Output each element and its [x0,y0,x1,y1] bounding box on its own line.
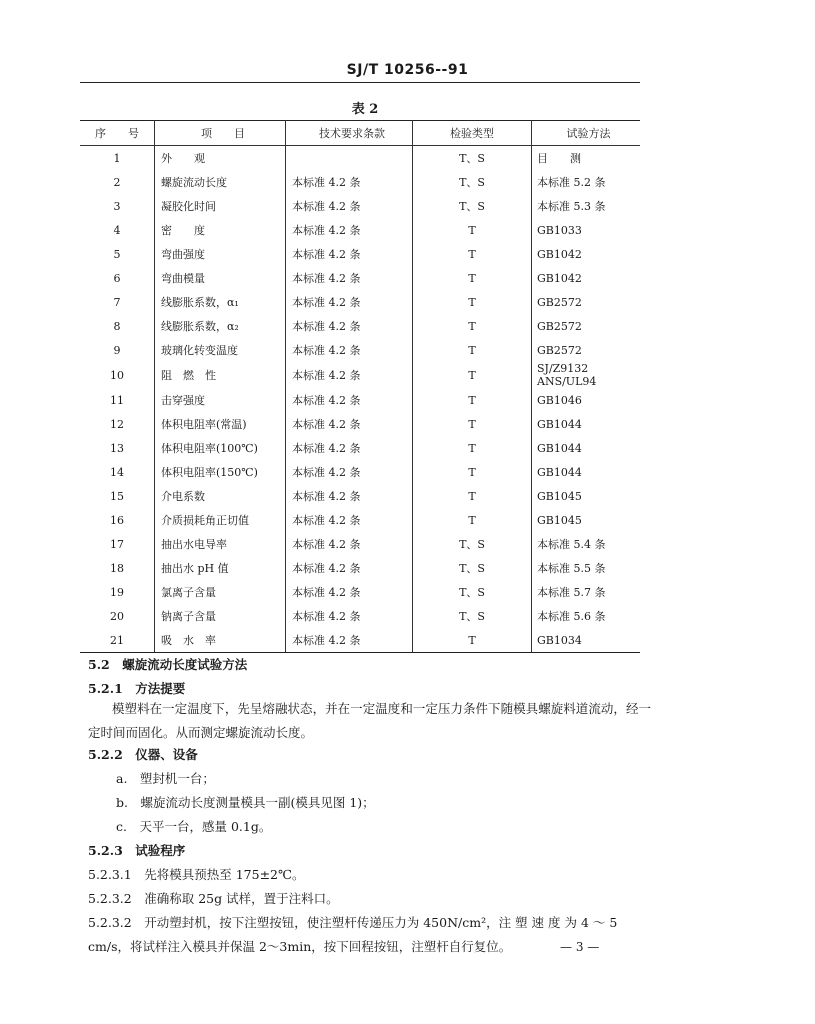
section-5-2-heading: 5.2 螺旋流动长度试验方法 [88,657,248,672]
table-cell-method: 本标准 5.2 条 [537,176,606,189]
table-row [80,314,640,338]
table-cell-type: T、S [413,580,532,604]
table-row [80,242,640,266]
step-5-2-3-2-inject-continued: cm/s，将试样注入模具并保温 2～3min，按下回程按钮，注塑杆自行复位。 [88,939,512,954]
table-cell-type: T [413,266,532,290]
step-5-2-3-2-inject: 5.2.3.2 开动塑封机，按下注塑按钮，使注塑杆传递压力为 450N/cm²，注 塑 速 度 为 4 ～ 5 [88,915,618,930]
table-cell-clause: 本标准 4.2 条 [286,460,413,484]
table-row [80,338,640,362]
header-rule [80,82,640,83]
table-cell-clause: 本标准 4.2 条 [286,580,413,604]
table-cell-clause: 本标准 4.2 条 [286,628,413,653]
table-cell-item: 阻 燃 性 [155,362,286,388]
table-cell-no: 19 [80,580,155,604]
table-cell-item: 抽出水 pH 值 [155,556,286,580]
document-code-header: SJ/T 10256--91 [346,62,469,78]
table-cell-clause: 本标准 4.2 条 [286,218,413,242]
table-cell-item: 凝胶化时间 [155,194,286,218]
table-row [80,362,640,388]
table-cell-item: 外 观 [155,146,286,171]
table-cell-type: T、S [413,146,532,171]
table-cell-no: 14 [80,460,155,484]
table-cell-method: GB1044 [537,441,582,455]
table-cell-type: T [413,314,532,338]
table-cell-no: 3 [80,194,155,218]
table-cell-item: 线膨胀系数，α₂ [155,314,286,338]
table-cell-item: 密 度 [155,218,286,242]
table-cell-no: 18 [80,556,155,580]
inspection-table [80,120,640,653]
table-cell-type: T [413,460,532,484]
column-header: 技术要求条款 [286,121,413,146]
table-row [80,388,640,412]
table-cell-type: T [413,338,532,362]
table-cell-type: T、S [413,170,532,194]
table-cell-no: 21 [80,628,155,653]
table-cell-no: 13 [80,436,155,460]
table-row [80,460,640,484]
table-cell-type: T [413,412,532,436]
column-header: 项 目 [155,121,286,146]
table-cell-method: 本标准 5.4 条 [537,538,606,551]
table-cell-clause: 本标准 4.2 条 [286,338,413,362]
table-cell-method: 本标准 5.7 条 [537,586,606,599]
table-cell-method: 本标准 5.6 条 [537,610,606,623]
table-cell-no: 2 [80,170,155,194]
column-header: 试验方法 [532,121,641,146]
table-cell-clause: 本标准 4.2 条 [286,290,413,314]
table-cell-clause: 本标准 4.2 条 [286,266,413,290]
table-cell-item: 氯离子含量 [155,580,286,604]
table-cell-type: T [413,628,532,653]
table-row [80,604,640,628]
table-row [80,170,640,194]
table-cell-method: GB2572 [537,343,582,357]
table-header-row [80,121,640,146]
table-row [80,194,640,218]
table-cell-method: GB2572 [537,319,582,333]
table-cell-item: 体积电阻率(100℃) [155,436,286,460]
table-cell-type: T [413,508,532,532]
table-cell-clause: 本标准 4.2 条 [286,604,413,628]
table-row [80,412,640,436]
table-cell-clause: 本标准 4.2 条 [286,484,413,508]
table-cell-clause: 本标准 4.2 条 [286,194,413,218]
table-cell-type: T、S [413,532,532,556]
table-cell-method: GB1042 [537,271,582,285]
table-cell-item: 吸 水 率 [155,628,286,653]
step-5-2-3-1: 5.2.3.1 先将模具预热至 175±2℃。 [88,867,305,882]
table-cell-no: 5 [80,242,155,266]
table-row [80,436,640,460]
table-title: 表 2 [351,102,379,117]
table-cell-type: T [413,388,532,412]
table-cell-no: 4 [80,218,155,242]
table-cell-method: 本标准 5.3 条 [537,200,606,213]
table-cell-method: SJ/Z9132 ANS/UL94 [537,362,597,388]
table-cell-type: T [413,242,532,266]
table-row [80,628,640,653]
step-5-2-3-2-weigh: 5.2.3.2 准确称取 25g 试样，置于注料口。 [88,891,339,906]
section-5-2-3-heading: 5.2.3 试验程序 [88,843,186,858]
table-cell-item: 体积电阻率(150℃) [155,460,286,484]
table-row [80,580,640,604]
table-cell-item: 弯曲强度 [155,242,286,266]
table-cell-type: T、S [413,604,532,628]
table-row [80,484,640,508]
table-cell-item: 钠离子含量 [155,604,286,628]
equipment-item-c: c. 天平一台，感量 0.1g。 [116,819,272,834]
table-cell-method: GB1046 [537,393,582,407]
table-cell-clause: 本标准 4.2 条 [286,242,413,266]
table-cell-method: GB1045 [537,513,582,527]
table-cell-clause: 本标准 4.2 条 [286,556,413,580]
equipment-item-a: a. 塑封机一台； [116,771,215,786]
table-cell-clause: 本标准 4.2 条 [286,508,413,532]
table-cell-method: GB2572 [537,295,582,309]
table-cell-item: 介质损耗角正切值 [155,508,286,532]
table-cell-type: T [413,362,532,388]
table-row [80,508,640,532]
table-cell-type: T [413,290,532,314]
table-cell-no: 16 [80,508,155,532]
table-cell-no: 6 [80,266,155,290]
table-cell-clause: 本标准 4.2 条 [286,170,413,194]
table-cell-item: 体积电阻率(常温) [155,412,286,436]
method-summary-paragraph: 模塑料在一定温度下，先呈熔融状态，并在一定温度和一定压力条件下随模具螺旋料道流动，经一定时间而固化。从而测定螺旋流动长度。 [88,701,651,740]
table-row [80,290,640,314]
column-header: 检验类型 [413,121,532,146]
table-cell-item: 线膨胀系数，α₁ [155,290,286,314]
table-cell-type: T、S [413,556,532,580]
table-cell-type: T、S [413,194,532,218]
table-cell-item: 击穿强度 [155,388,286,412]
table-cell-type: T [413,484,532,508]
table-cell-no: 1 [80,146,155,171]
table-row [80,532,640,556]
table-row [80,146,640,171]
table-cell-method: GB1044 [537,417,582,431]
table-cell-clause: 本标准 4.2 条 [286,412,413,436]
table-cell-item: 螺旋流动长度 [155,170,286,194]
table-cell-no: 20 [80,604,155,628]
section-5-2-2-heading: 5.2.2 仪器、设备 [88,747,198,762]
table-row [80,556,640,580]
table-cell-no: 11 [80,388,155,412]
table-cell-method: GB1034 [532,628,641,653]
column-header: 序 号 [80,121,155,146]
table-row [80,266,640,290]
table-cell-no: 17 [80,532,155,556]
table-cell-item: 抽出水电导率 [155,532,286,556]
table-cell-method: GB1042 [537,247,582,261]
table-cell-clause: 本标准 4.2 条 [286,362,413,388]
table-cell-method: 目 测 [537,152,581,165]
table-cell-clause: 本标准 4.2 条 [286,314,413,338]
table-row [80,218,640,242]
table-cell-item: 介电系数 [155,484,286,508]
table-cell-no: 8 [80,314,155,338]
table-cell-clause: 本标准 4.2 条 [286,532,413,556]
section-5-2-1-heading: 5.2.1 方法提要 [88,681,186,696]
table-cell-no: 12 [80,412,155,436]
equipment-item-b: b. 螺旋流动长度测量模具一副(模具见图 1)； [116,795,375,810]
table-cell-item: 玻璃化转变温度 [155,338,286,362]
table-cell-method: GB1033 [537,223,582,237]
table-cell-no: 7 [80,290,155,314]
table-cell-item: 弯曲模量 [155,266,286,290]
table-cell-clause [286,146,413,171]
table-cell-no: 15 [80,484,155,508]
table-cell-method: 本标准 5.5 条 [537,562,606,575]
table-cell-no: 10 [80,362,155,388]
table-cell-type: T [413,218,532,242]
table-cell-type: T [413,436,532,460]
table-cell-method: GB1044 [537,465,582,479]
page-number: — 3 — [560,940,600,954]
table-cell-clause: 本标准 4.2 条 [286,436,413,460]
table-cell-method: GB1045 [537,489,582,503]
table-cell-no: 9 [80,338,155,362]
table-cell-clause: 本标准 4.2 条 [286,388,413,412]
